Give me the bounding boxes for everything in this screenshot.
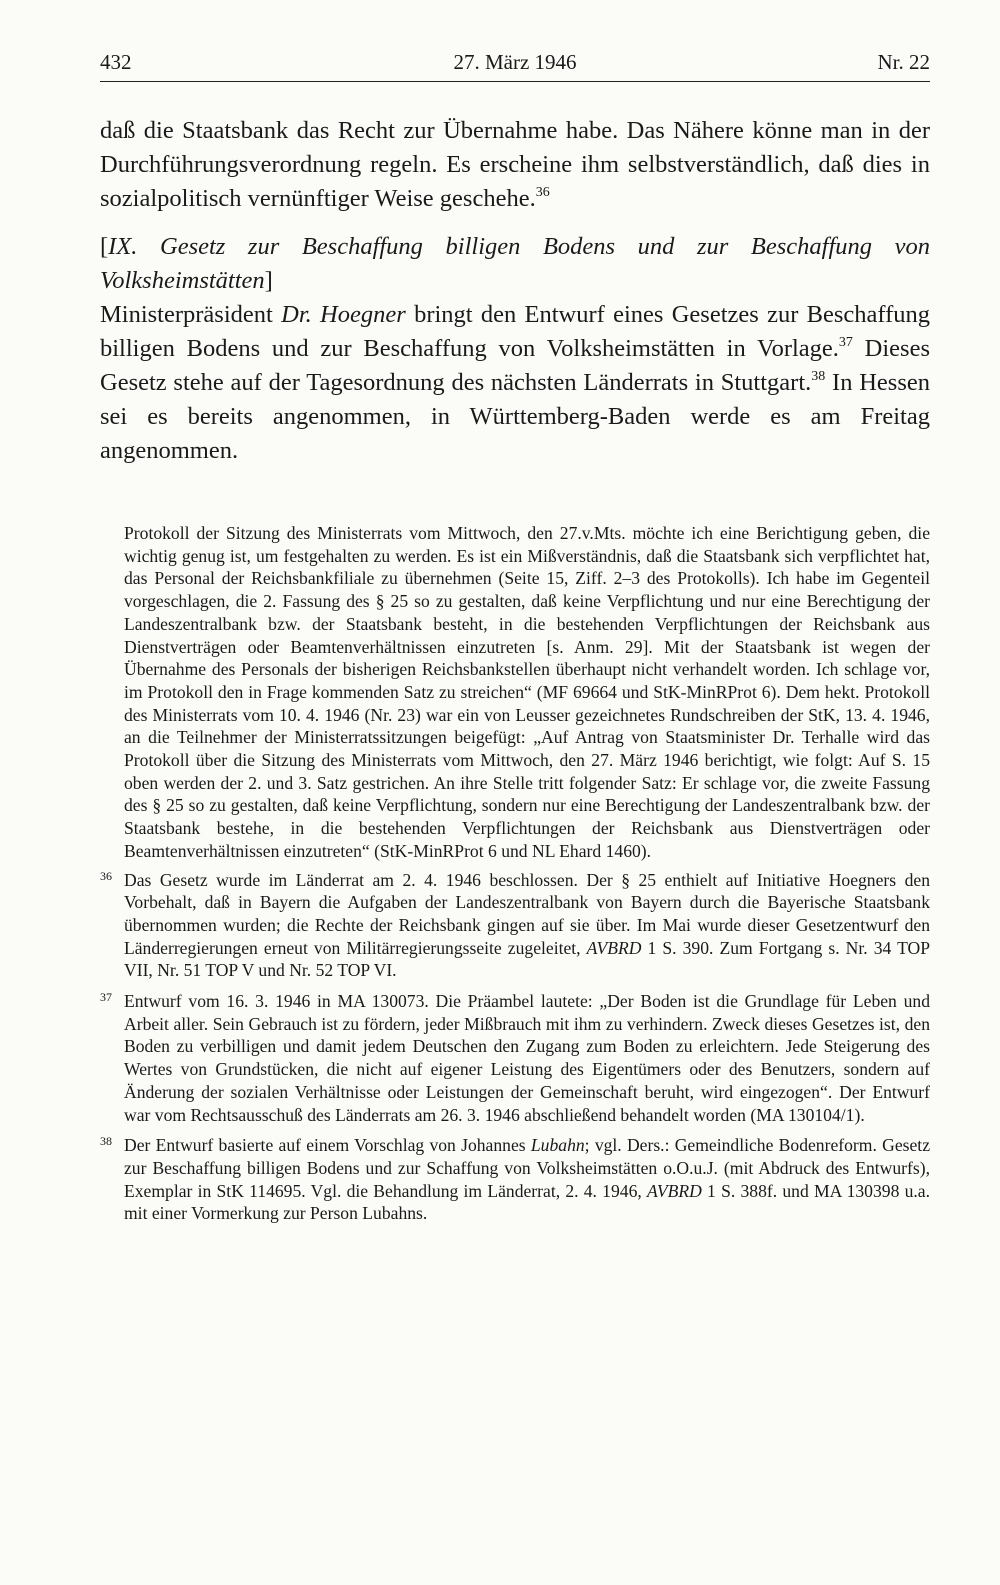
- footnote-ref: 36: [535, 185, 550, 200]
- footnote-continuation: Protokoll der Sitzung des Ministerrats vom Mittwoch, den 27.v.Mts. möchte ich eine Berichtigung geben, die wichtig genug ist, um festgehalten zu werden. Es ist ein Mißverständnis, daß die Staatsbank sich verpflichtet hat, das Personal der Reichsbankfiliale zu übernehmen (Seite 15, Ziff. 2–3 des Protokolls). Ich habe im Gegenteil vorgeschlagen, die 2. Fassung des § 25 so zu gestalten, daß keine Verpflichtung und nur eine Berechtigung der Landeszentralbank bzw. der Staatsbank besteht, in die bestehenden Verpflichtungen der Reichsbank aus Dienstverträgen oder Beamtenverhältnissen einzutreten [s. Anm. 29]. Mit der Staatsbank ist wegen der Übernahme des Personals der bisherigen Reichsbankstellen überhaupt nicht verhandelt worden. Ich schlage vor, im Protokoll den in Frage kommenden Satz zu streichen“ (MF 69664 und StK-MinRProt 6). Dem hekt. Protokoll des Ministerrats vom 10. 4. 1946 (Nr. 23) war ein von Leusser gezeichnetes Rundschreiben der StK, 13. 4. 1946, an die Teilnehmer der Ministerratssitzungen beigefügt: „Auf Antrag von Staatsminister Dr. Terhalle wird das Protokoll über die Sitzung des Ministerrats vom Mittwoch, den 27. März 1946 berichtigt, wie folgt: Auf S. 15 oben werden der 2. und 3. Satz gestrichen. An ihre Stelle tritt folgender Satz: Er schlage vor, die zweite Fassung des § 25 so zu gestalten, daß keine Verpflichtung, sondern nur eine Berechtigung der Landeszentralbank bzw. der Staatsbank bestehe, in die bestehenden Verpflichtungen der Reichsbank aus Dienstverträgen oder Beamtenverhältnissen einzutreten“ (StK-MinRProt 6 und NL Ehard 1460).: [124, 523, 930, 861]
- paragraph-text: daß die Staatsbank das Recht zur Übernahme habe. Das Nähere könne man in der Durchführungsverordnung regeln. Es erscheine ihm selbstverständlich, daß dies in sozialpolitisch vernünftiger Weise geschehe.: [100, 117, 930, 212]
- person-name: Dr. Hoegner: [281, 301, 406, 328]
- paragraph-text: Dieses Gesetz stehe auf der Tagesordnung des nächsten Länderrats in Stuttgart.: [100, 335, 930, 396]
- footnote-36: [100, 869, 930, 983]
- issue-number: Nr. 22: [877, 50, 930, 74]
- source-abbrev: AVBRD: [647, 1180, 702, 1201]
- person-name: Lubahn: [530, 1135, 585, 1156]
- footnote-text: Der Entwurf basierte auf einem Vorschlag von Johannes: [124, 1135, 531, 1156]
- bracket-close: ]: [264, 267, 273, 294]
- page-header: [100, 50, 930, 80]
- footnote-text: 1 S. 388f. und MA 130398 u.a. mit einer Vormerkung zur Person Lubahns.: [124, 1180, 930, 1224]
- footnote-38: [100, 1134, 930, 1225]
- bracket-open: [: [100, 233, 109, 260]
- footnote-number: 36: [100, 868, 112, 883]
- agenda-heading: [100, 230, 930, 298]
- paragraph-text: Ministerpräsident: [100, 301, 282, 328]
- paragraph-text: In Hessen sei es bereits angenommen, in Württemberg-Baden werde es am Freitag angenommen.: [100, 369, 930, 464]
- footnote-text: 1 S. 390. Zum Fortgang s. Nr. 34 TOP VII, Nr. 51 TOP V und Nr. 52 TOP VI.: [124, 937, 930, 981]
- header-date: 27. März 1946: [453, 50, 577, 74]
- footnote-ref: 38: [811, 369, 826, 384]
- footnote-text: Das Gesetz wurde im Länderrat am 2. 4. 1946 beschlossen. Der § 25 enthielt auf Initiative Hoegners den Vorbehalt, daß in Bayern die Aufgaben der Landeszentralbank von Bayern durch die Bayerische Staatsbank übernommen wurden; die Rechte der Reichsbank gingen auf sie über. Im Mai wurde dieser Gesetzentwurf den Länderregierungen erneut von Militärregierungsseite zugeleitet,: [124, 869, 930, 958]
- paragraph: [100, 114, 930, 216]
- agenda-heading-text: IX. Gesetz zur Beschaffung billigen Bodens und zur Beschaffung von Volksheimstätten: [100, 233, 930, 294]
- footnote-text: Entwurf vom 16. 3. 1946 in MA 130073. Die Präambel lautete: „Der Boden ist die Grundlage für Leben und Arbeit aller. Sein Gebrauch ist zu fördern, jeder Mißbrauch mit ihm zu verhindern. Zweck dieses Gesetzes ist, den Boden zu verbilligen und damit jedem Deutschen den Zugang zum Boden zu erleichtern. Jede Steigerung des Wertes von Grundstücken, die nicht auf eigener Leistung des Eigentümers oder des Benutzers, sondern auf Änderung der sozialen Verhältnisse oder Leistungen der Gemeinschaft beruht, wird eingezogen“. Der Entwurf war vom Rechtsausschuß des Länderrats am 26. 3. 1946 abschließend behandelt worden (MA 130104/1).: [124, 991, 930, 1125]
- footnote-37: [100, 990, 930, 1126]
- paragraph: [100, 298, 930, 468]
- footnotes: [100, 522, 930, 1233]
- footnote-number: 38: [100, 1134, 112, 1149]
- main-text: [100, 114, 930, 468]
- page-number: 432: [100, 50, 132, 74]
- paragraph-text: bringt den Entwurf eines Gesetzes zur Beschaffung billigen Bodens und zur Beschaffung von Volksheimstätten in Vorlage.: [100, 301, 931, 362]
- footnote-ref: 37: [838, 335, 853, 350]
- header-rule: [100, 81, 930, 82]
- footnote-number: 37: [100, 990, 112, 1005]
- footnote-text: ; vgl. Ders.: Gemeindliche Bodenreform. Gesetz zur Beschaffung billigen Bodens und zur Schaffung von Volksheimstätten o.O.u.J. (mit Abdruck des Entwurfs), Exemplar in StK 114695. Vgl. die Behandlung im Länderrat, 2. 4. 1946,: [124, 1135, 930, 1201]
- source-abbrev: AVBRD: [586, 937, 642, 958]
